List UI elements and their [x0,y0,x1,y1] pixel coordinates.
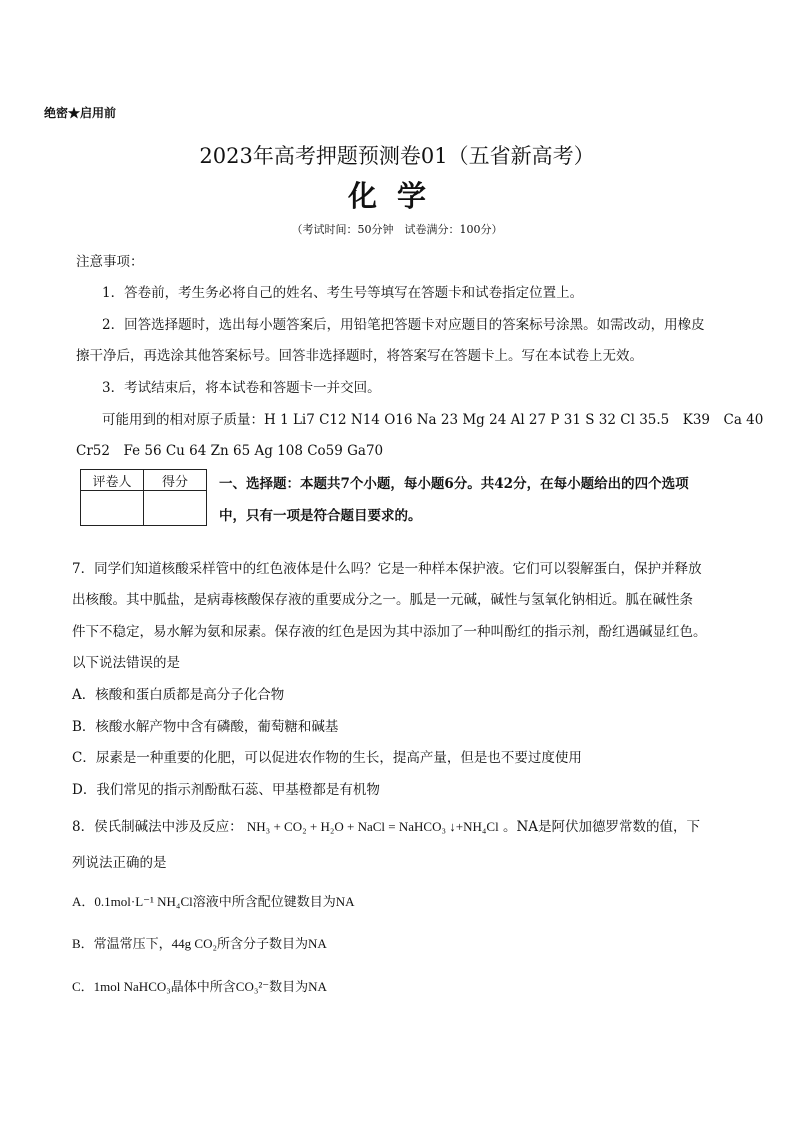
section-heading: 中，只有一项是符合题目要求的。 [219,508,422,524]
note-item: 擦干净后，再选涂其他答案标号。回答非选择题时，将答案写在答题卡上。写在本试卷上无效。 [76,348,643,364]
score-header: 得分 [144,470,207,491]
question-8-option-c: C．1mol NaHCO₃晶体中所含CO₃²⁻数目为NA [72,979,327,994]
question-7-text: 7．同学们知道核酸采样管中的红色液体是什么吗？它是一种样本保护液。它们可以裂解蛋白，保护并释放 [72,561,702,577]
question-7-text: 出核酸。其中胍盐，是病毒核酸保存液的重要成分之一。胍是一元碱，碱性与氢氧化钠相近。胍在碱性条 [72,592,693,608]
note-item: 3．考试结束后，将本试卷和答题卡一并交回。 [102,380,381,396]
question-7-option-a: A．核酸和蛋白质都是高分子化合物 [72,687,285,703]
question-7-text: 件下不稳定，易水解为氨和尿素。保存液的红色是因为其中添加了一种叫酚红的指示剂，酚红遇碱显红色。 [72,624,707,640]
question-8-text [72,817,700,837]
exam-title: 2023年高考押题预测卷01（五省新高考） [199,144,595,168]
question-8-suffix: 。NA是阿伏加德罗常数的值，下 [502,819,701,835]
notes-heading: 注意事项： [76,254,144,270]
question-8-option-b: B．常温常压下，44g CO₂所含分子数目为NA [72,936,327,951]
atomic-mass-line: Cr52 Fe 56 Cu 64 Zn 65 Ag 108 Co59 Ga70 [76,443,384,459]
note-item: 2．回答选择题时，选出每小题答案后，用铅笔把答题卡对应题目的答案标号涂黑。如需改动，用橡皮 [102,317,705,333]
note-item: 1．答卷前，考生务必将自己的姓名、考生号等填写在答题卡和试卷指定位置上。 [102,285,584,301]
question-7-option-b: B．核酸水解产物中含有磷酸，葡萄糖和碱基 [72,719,339,735]
grader-cell [81,491,144,526]
question-7-option-c: C．尿素是一种重要的化肥，可以促进农作物的生长，提高产量，但是也不要过度使用 [72,750,582,766]
score-table [80,469,207,526]
score-cell [144,491,207,526]
question-7-option-d: D．我们常见的指示剂酚酞石蕊、甲基橙都是有机物 [72,782,380,798]
reaction-equation: NH₃ + CO₂ + H₂O + NaCl = NaHCO₃ ↓+NH₄Cl [246,819,499,834]
question-8-option-a: A．0.1mol·L⁻¹ NH₄Cl溶液中所含配位键数目为NA [72,894,355,909]
question-8-text: 列说法正确的是 [72,855,167,871]
grader-header: 评卷人 [81,470,144,491]
exam-info: （考试时间：50分钟 试卷满分：100分） [291,223,503,236]
question-7-text: 以下说法错误的是 [72,655,180,671]
secret-label: 绝密★启用前 [44,106,117,120]
subject-title: 化学 [347,179,446,213]
section-heading: 一、选择题：本题共7个小题，每小题6分。共42分，在每小题给出的四个选项 [219,476,689,492]
question-8-prefix: 8．侯氏制碱法中涉及反应： [72,819,243,835]
atomic-mass-line: 可能用到的相对原子质量：H 1 Li7 C12 N14 O16 Na 23 Mg 24 Al 27 P 31 S 32 Cl 35.5 K39 Ca 40 [102,412,764,428]
